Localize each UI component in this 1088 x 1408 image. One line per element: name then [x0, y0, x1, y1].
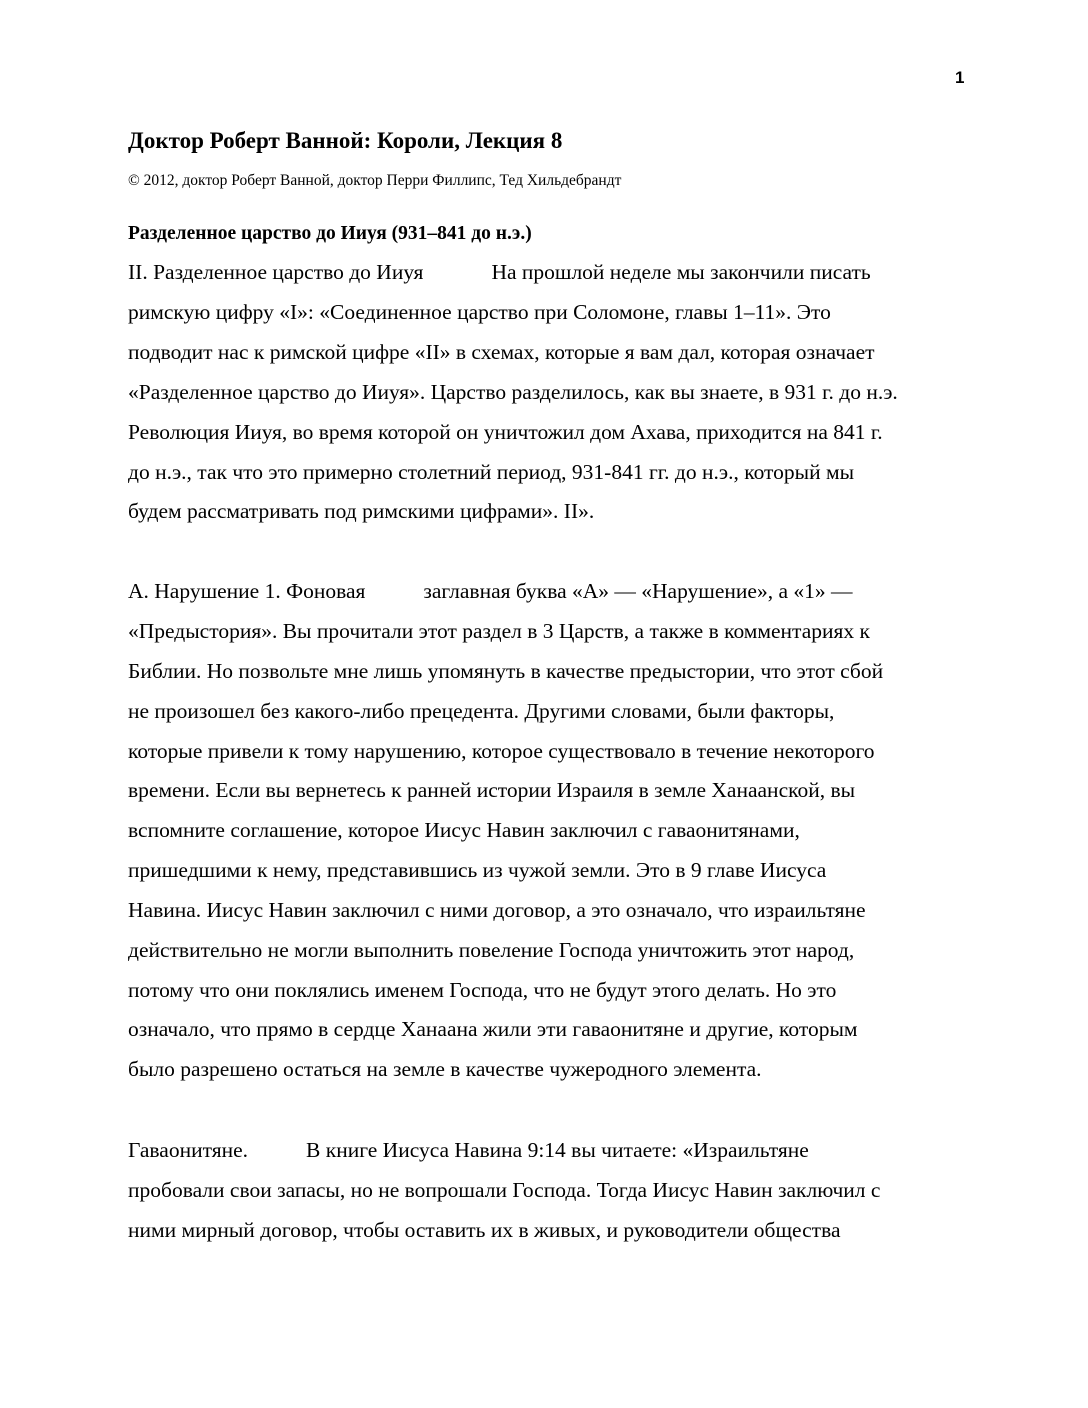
paragraph-line: Революция Ииуя, во время которой он уничтожил дом Ахава, приходится на 841 г. — [128, 420, 883, 444]
paragraph-3-lead: Гаваонитяне. — [128, 1138, 249, 1162]
paragraph-line: вспомните соглашение, которое Иисус Навин заключил с гаваонитянами, — [128, 818, 800, 842]
paragraph-line: пробовали свои запасы, но не вопрошали Господа. Тогда Иисус Навин заключил с — [128, 1178, 881, 1202]
paragraph-line: ними мирный договор, чтобы оставить их в живых, и руководители общества — [128, 1218, 841, 1242]
paragraph-line: которые привели к тому нарушению, которое существовало в течение некоторого — [128, 739, 875, 763]
paragraph-line: Библии. Но позвольте мне лишь упомянуть в качестве предыстории, что этот сбой — [128, 659, 884, 683]
paragraph-line: Навина. Иисус Навин заключил с ними договор, а это означало, что израильтяне — [128, 898, 866, 922]
paragraph-2-first-line — [128, 578, 853, 604]
paragraph-3-first-line-text: В книге Иисуса Навина 9:14 вы читаете: «Израильтяне — [306, 1138, 809, 1162]
paragraph-2-first-line-text: заглавная буква «А» — «Нарушение», а «1» — — [423, 579, 853, 603]
paragraph-line: римскую цифру «I»: «Соединенное царство при Соломоне, главы 1–11». Это — [128, 300, 831, 324]
paragraph-2-lead: A. Нарушение 1. Фоновая — [128, 579, 366, 603]
paragraph-line: потому что они поклялись именем Господа, что не будут этого делать. Но это — [128, 978, 837, 1002]
paragraph-line: времени. Если вы вернетесь к ранней истории Израиля в земле Ханаанской, вы — [128, 778, 856, 802]
paragraph-line: действительно не могли выполнить повеление Господа уничтожить этот народ, — [128, 938, 855, 962]
paragraph-line: было разрешено остаться на земле в качестве чужеродного элемента. — [128, 1057, 762, 1081]
section-heading: Разделенное царство до Ииуя (931–841 до н.э.) — [128, 223, 532, 244]
paragraph-1-first-line-text: На прошлой неделе мы закончили писать — [491, 260, 871, 284]
paragraph-line: пришедшими к нему, представившись из чужой земли. Это в 9 главе Иисуса — [128, 858, 827, 882]
paragraph-1-first-line — [128, 259, 871, 285]
paragraph-line: подводит нас к римской цифре «II» в схемах, которые я вам дал, которая означает — [128, 340, 875, 364]
paragraph-line: будем рассматривать под римскими цифрами». II». — [128, 499, 595, 523]
paragraph-line: означало, что прямо в сердце Ханаана жили эти гаваонитяне и другие, которым — [128, 1017, 858, 1041]
document-title: Доктор Роберт Ванной: Короли, Лекция 8 — [128, 128, 563, 153]
copyright-line: © 2012, доктор Роберт Ванной, доктор Перри Филлипс, Тед Хильдебрандт — [128, 172, 622, 189]
paragraph-line: «Разделенное царство до Ииуя». Царство разделилось, как вы знаете, в 931 г. до н.э. — [128, 380, 898, 404]
paragraph-3-first-line — [128, 1137, 809, 1163]
page-number: 1 — [955, 68, 965, 87]
paragraph-line: до н.э., так что это примерно столетний период, 931-841 гг. до н.э., который мы — [128, 460, 855, 484]
paragraph-line: не произошел без какого-либо прецедента. Другими словами, были факторы, — [128, 699, 835, 723]
paragraph-line: «Предыстория». Вы прочитали этот раздел в 3 Царств, а также в комментариях к — [128, 619, 870, 643]
paragraph-1-lead: II. Разделенное царство до Ииуя — [128, 260, 424, 284]
